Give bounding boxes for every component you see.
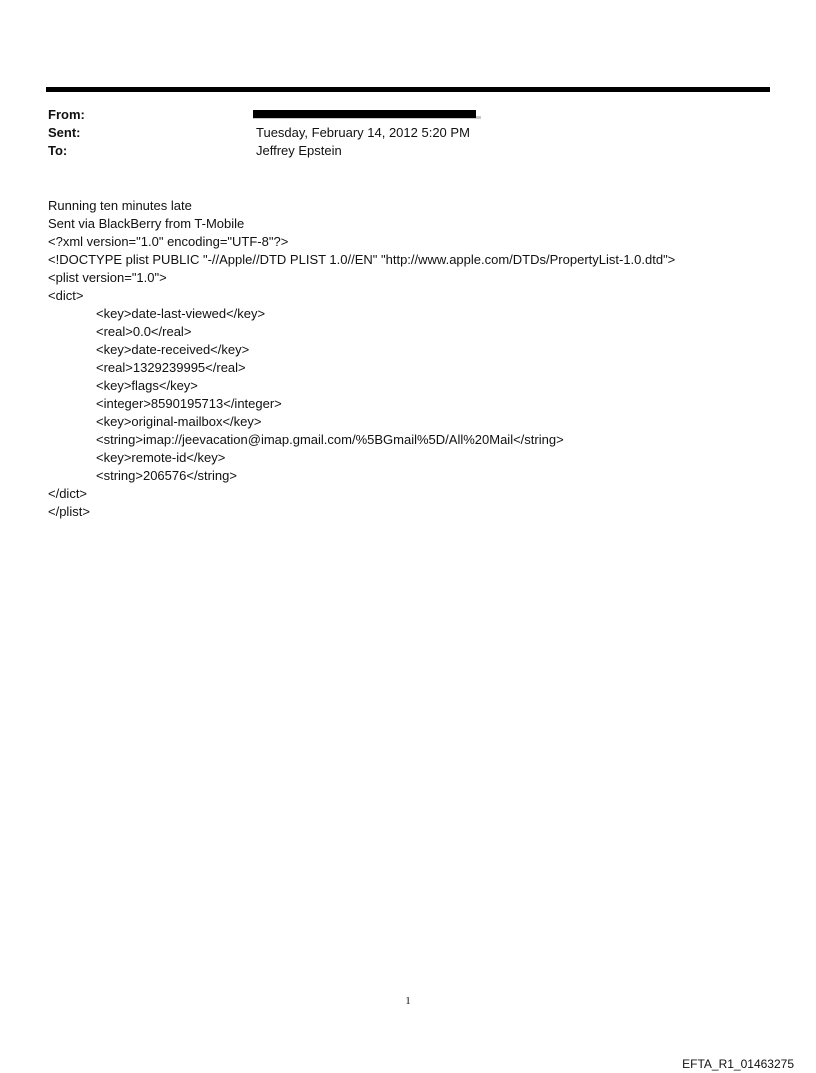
- body-line: <string>imap://jeevacation@imap.gmail.com/%5BGmail%5D/All%20Mail</string>: [96, 432, 564, 447]
- top-divider-rule: [46, 87, 770, 92]
- redaction-bar: [253, 110, 476, 118]
- from-row: [48, 106, 768, 124]
- body-line: <!DOCTYPE plist PUBLIC "-//Apple//DTD PLIST 1.0//EN" "http://www.apple.com/DTDs/PropertyList-1.0.dtd">: [48, 252, 676, 267]
- email-body: [48, 197, 768, 521]
- body-line: <key>date-received</key>: [96, 342, 250, 357]
- body-line: Sent via BlackBerry from T-Mobile: [48, 216, 245, 231]
- to-value: Jeffrey Epstein: [256, 143, 342, 158]
- body-line: <real>1329239995</real>: [96, 360, 246, 375]
- body-line: <?xml version="1.0" encoding="UTF-8"?>: [48, 234, 289, 249]
- body-line: <key>original-mailbox</key>: [96, 414, 262, 429]
- email-header: [48, 106, 768, 160]
- body-line: <real>0.0</real>: [96, 324, 192, 339]
- body-line: </dict>: [48, 486, 88, 501]
- from-label: From:: [48, 107, 85, 122]
- body-line: <dict>: [48, 288, 84, 303]
- to-label: To:: [48, 143, 68, 158]
- body-line: <integer>8590195713</integer>: [96, 396, 282, 411]
- sent-label: Sent:: [48, 125, 81, 140]
- body-line: Running ten minutes late: [48, 198, 192, 213]
- sent-row: [48, 124, 768, 142]
- body-line: <plist version="1.0">: [48, 270, 167, 285]
- to-row: [48, 142, 768, 160]
- sent-value: Tuesday, February 14, 2012 5:20 PM: [256, 125, 470, 140]
- document-id: EFTA_R1_01463275: [682, 1057, 794, 1071]
- body-line: <key>date-last-viewed</key>: [96, 306, 266, 321]
- body-line: <key>flags</key>: [96, 378, 198, 393]
- body-line: <key>remote-id</key>: [96, 450, 226, 465]
- page-number: 1: [405, 995, 411, 1007]
- body-line: <string>206576</string>: [96, 468, 237, 483]
- body-line: </plist>: [48, 504, 90, 519]
